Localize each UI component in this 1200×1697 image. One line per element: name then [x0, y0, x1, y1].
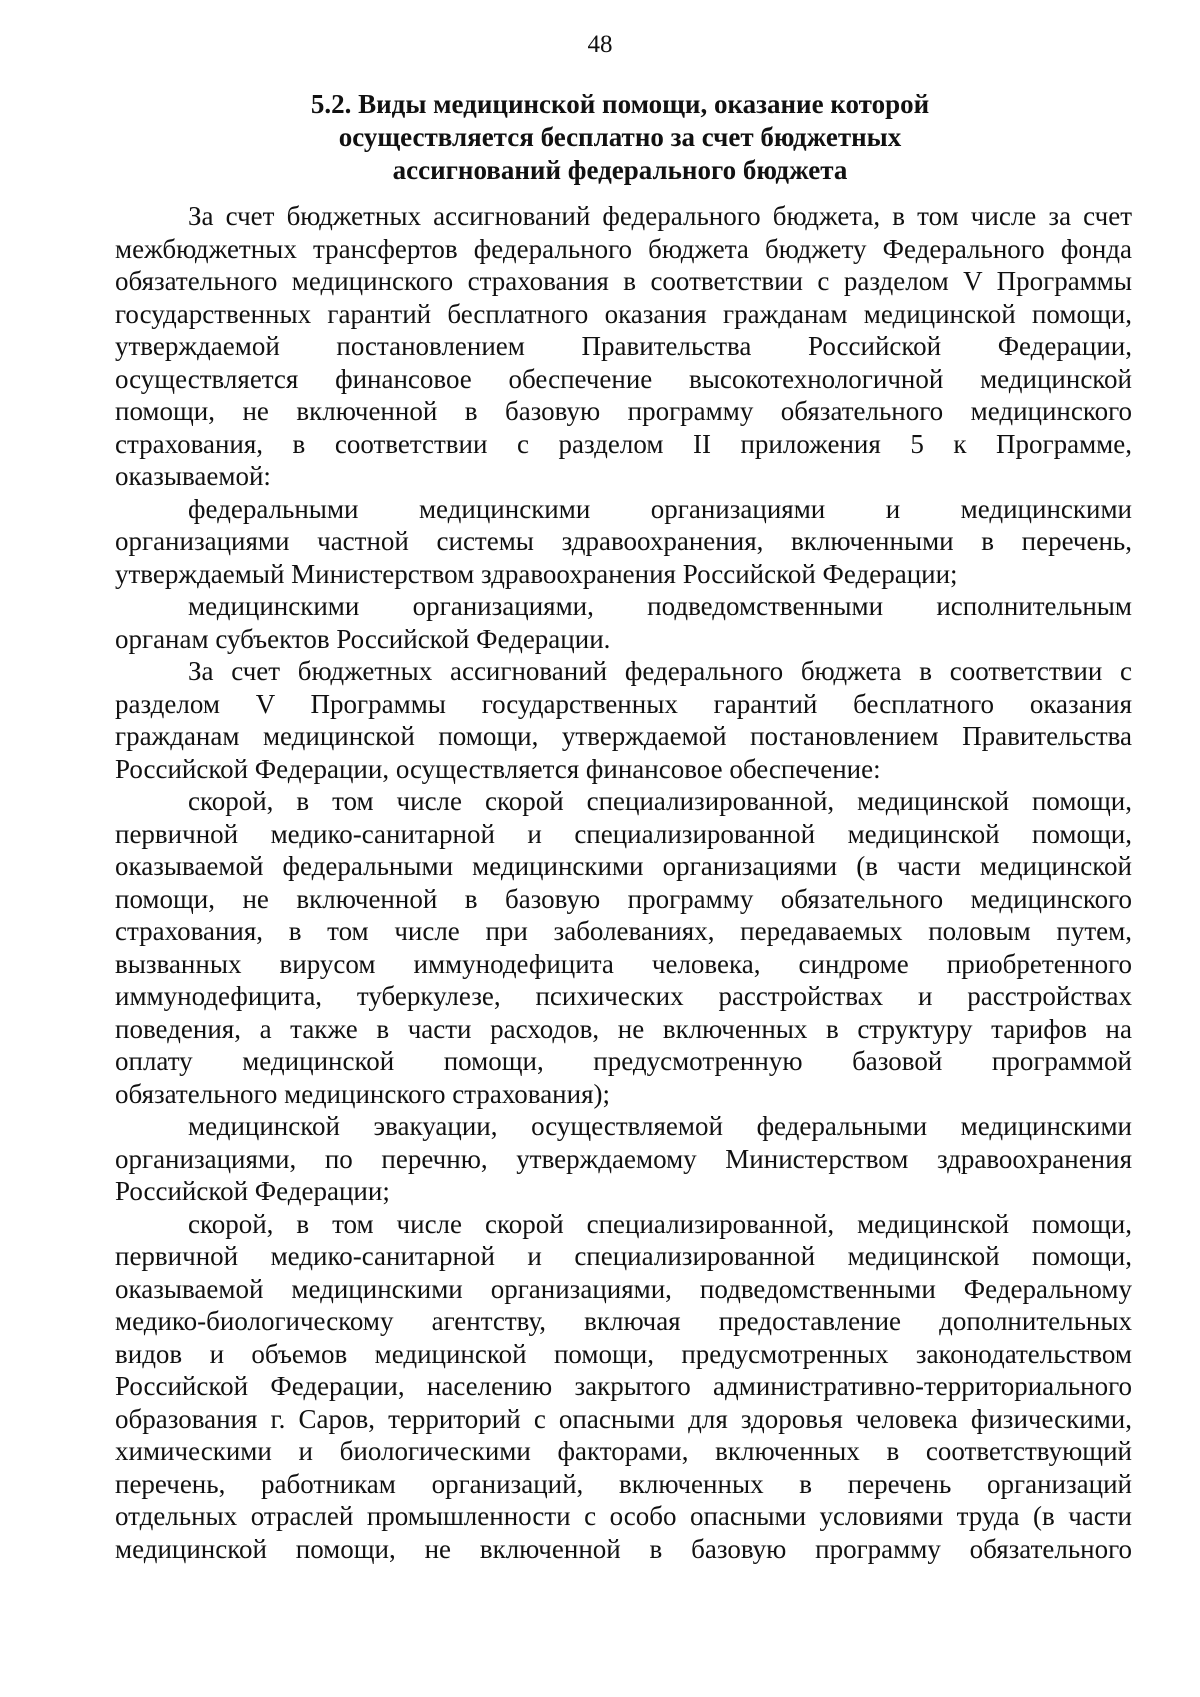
text-line: Российской Федерации, осуществляется финансовое обеспечение: [115, 753, 881, 784]
text-line: иммунодефицита, туберкулезе, психических расстройствах и расстройствах [115, 981, 1132, 1011]
text-line: страхования, в том числе при заболеваниях, передаваемых половым путем, [115, 916, 1132, 946]
body-text [115, 200, 1132, 1565]
text-line: поведения, а также в части расходов, не включенных в структуру тарифов на [115, 1013, 1132, 1044]
text-line: организациями, по перечню, утверждаемому Министерством здравоохранения [115, 1143, 1132, 1174]
text-line: первичной медико-санитарной и специализированной медицинской помощи, [115, 1241, 1132, 1271]
text-line: видов и объемов медицинской помощи, предусмотренных законодательством [115, 1338, 1132, 1369]
text-line: разделом V Программы государственных гарантий бесплатного оказания [115, 688, 1132, 719]
text-line: вызванных вирусом иммунодефицита человека, синдроме приобретенного [115, 948, 1132, 979]
heading-line: 5.2. Виды медицинской помощи, оказание которой [310, 89, 930, 119]
text-line: федеральными медицинскими организациями и медицинскими [188, 493, 1132, 524]
text-line: осуществляется финансовое обеспечение высокотехнологичной медицинской [115, 363, 1132, 394]
text-line: гражданам медицинской помощи, утверждаемой постановлением Правительства [115, 721, 1132, 751]
text-line: медико-биологическому агентству, включая предоставление дополнительных [115, 1306, 1132, 1336]
text-line: перечень, работникам организаций, включенных в перечень организаций [115, 1468, 1132, 1499]
text-line: организациями частной системы здравоохранения, включенными в перечень, [115, 526, 1132, 556]
text-line: За счет бюджетных ассигнований федерального бюджета, в том числе за счет [188, 201, 1132, 231]
text-line: медицинской эвакуации, осуществляемой федеральными медицинскими [188, 1111, 1132, 1141]
text-line: Российской Федерации, населению закрытого административно-территориального [115, 1371, 1132, 1401]
text-line: первичной медико-санитарной и специализированной медицинской помощи, [115, 818, 1132, 849]
text-line: Российской Федерации; [115, 1176, 390, 1206]
text-line: органам субъектов Российской Федерации. [115, 623, 611, 654]
heading-line: осуществляется бесплатно за счет бюджетных [338, 122, 902, 152]
text-line: оказываемой федеральными медицинскими организациями (в части медицинской [115, 851, 1132, 881]
text-line: утверждаемой постановлением Правительства Российской Федерации, [115, 331, 1132, 361]
text-line: отдельных отраслей промышленности с особо опасными условиями труда (в части [115, 1501, 1132, 1531]
text-line: За счет бюджетных ассигнований федерального бюджета в соответствии с [188, 656, 1132, 686]
text-line: оказываемой медицинскими организациями, подведомственными Федеральному [115, 1273, 1132, 1304]
text-line: скорой, в том числе скорой специализированной, медицинской помощи, [188, 786, 1132, 816]
section-heading [200, 88, 1040, 187]
text-line: страхования, в соответствии с разделом II приложения 5 к Программе, [115, 428, 1132, 459]
text-line: химическими и биологическими факторами, включенных в соответствующий [115, 1436, 1132, 1466]
text-line: государственных гарантий бесплатного оказания гражданам медицинской помощи, [115, 298, 1132, 329]
text-line: медицинской помощи, не включенной в базовую программу обязательного [115, 1533, 1132, 1564]
text-line: медицинскими организациями, подведомственными исполнительным [188, 591, 1132, 621]
text-line: помощи, не включенной в базовую программу обязательного медицинского [115, 883, 1132, 914]
text-line: образования г. Саров, территорий с опасными для здоровья человека физическими, [115, 1403, 1132, 1434]
text-line: скорой, в том числе скорой специализированной, медицинской помощи, [188, 1208, 1132, 1239]
heading-line: ассигнований федерального бюджета [392, 155, 848, 185]
text-line: обязательного медицинского страхования); [115, 1078, 610, 1109]
text-line: межбюджетных трансфертов федерального бюджета бюджету Федерального фонда [115, 233, 1132, 264]
text-line: помощи, не включенной в базовую программу обязательного медицинского [115, 396, 1132, 426]
text-line: обязательного медицинского страхования в соответствии с разделом V Программы [115, 266, 1132, 296]
text-line: утверждаемый Министерством здравоохранения Российской Федерации; [115, 558, 958, 589]
page-number: 48 [587, 31, 613, 58]
text-line: оплату медицинской помощи, предусмотренную базовой программой [115, 1046, 1132, 1076]
text-line: оказываемой: [115, 461, 271, 491]
